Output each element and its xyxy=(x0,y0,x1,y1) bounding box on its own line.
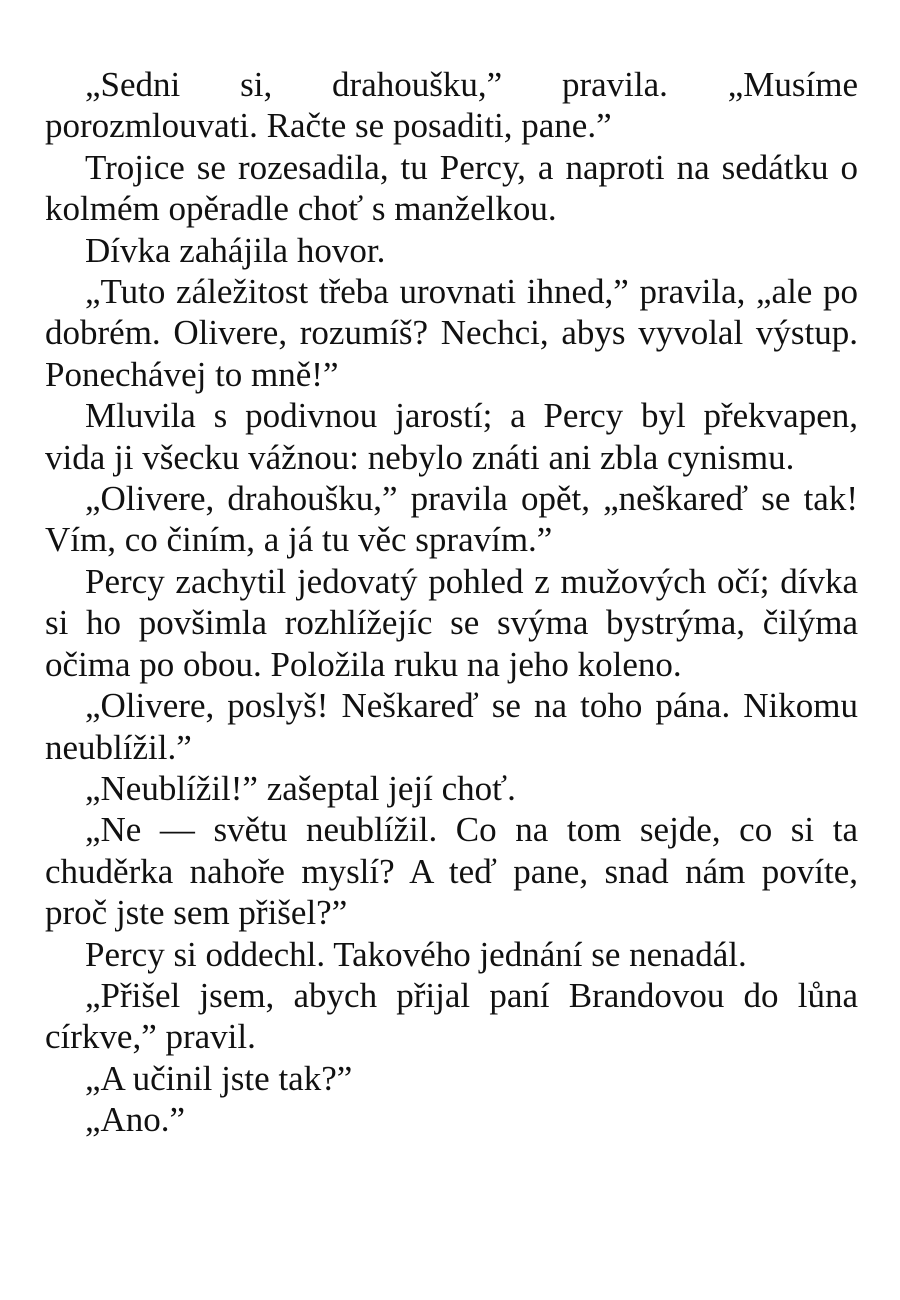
page-text xyxy=(45,64,858,1141)
paragraph: Percy si oddechl. Takového jednání se nenadál. xyxy=(85,934,747,974)
paragraph: Mluvila s podivnou jarostí; a Percy byl překvapen, vida ji všecku vážnou: nebylo znáti ani zbla cynismu. xyxy=(45,396,858,477)
paragraph: Trojice se rozesadila, tu Percy, a naproti na sedátku o kolmém opěradle choť s manželkou. xyxy=(45,147,858,229)
paragraph: „Sedni si, drahoušku,” pravila. „Musíme porozmlouvati. Račte se posaditi, pane.” xyxy=(45,65,858,146)
paragraph: „A učinil jste tak?” xyxy=(85,1058,353,1098)
paragraph: „Ano.” xyxy=(85,1100,186,1140)
paragraph: Percy zachytil jedovatý pohled z mužových očí; dívka si ho povšimla rozhlížejíc se svýma bystrýma, čilýma očima po obou. Položila ruku na jeho koleno. xyxy=(45,561,858,684)
paragraph: Dívka zahájila hovor. xyxy=(85,230,386,270)
paragraph: „Olivere, poslyš! Neškareď se na toho pána. Nikomu neublížil.” xyxy=(45,686,858,767)
paragraph: „Neublížil!” zašeptal její choť. xyxy=(85,768,516,808)
paragraph: „Ne — světu neublížil. Co na tom sejde, co si ta chuděrka nahoře myslí? A teď pane, snad nám povíte, proč jste sem přišel?” xyxy=(45,810,858,933)
paragraph: „Olivere, drahoušku,” pravila opět, „neškareď se tak! Vím, co činím, a já tu věc spravím.” xyxy=(45,479,858,560)
paragraph: „Tuto záležitost třeba urovnati ihned,” pravila, „ale po dobrém. Olivere, rozumíš? Nechci, abys vyvolal výstup. Ponechávej to mně!” xyxy=(45,272,858,394)
paragraph: „Přišel jsem, abych přijal paní Brandovou do lůna církve,” pravil. xyxy=(45,975,858,1057)
